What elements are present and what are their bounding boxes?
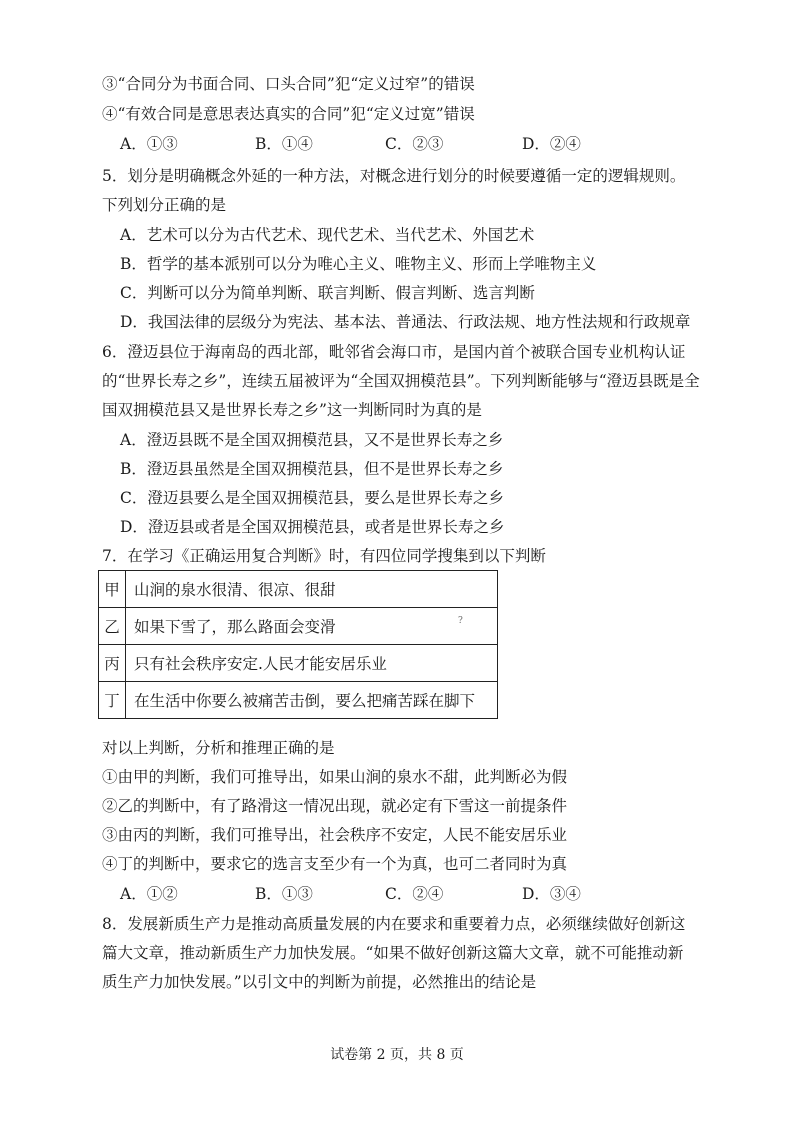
option-b: B．①④ <box>255 135 313 153</box>
question6-stem-line-2: 的“世界长寿之乡”，连续五届被评为“全国双拥模范县”。下列判断能够与“澄迈县既是全 <box>102 372 700 390</box>
table-row <box>99 608 498 645</box>
row-text: 只有社会秩序安定.人民才能安居乐业 <box>126 645 498 682</box>
question5-option-c: C．判断可以分为简单判断、联言判断、假言判断、选言判断 <box>120 284 535 302</box>
question5-stem-line-2: 下列划分正确的是 <box>102 196 227 214</box>
page-footer: 试卷第 2 页，共 8 页 <box>330 1047 464 1063</box>
question6-option-a: A．澄迈县既不是全国双拥模范县，又不是世界长寿之乡 <box>120 431 504 449</box>
option-d: D．③④ <box>522 885 581 903</box>
question7-lead: 对以上判断，分析和推理正确的是 <box>102 739 335 757</box>
question6-option-b: B．澄迈县虽然是全国双拥模范县，但不是世界长寿之乡 <box>120 460 504 478</box>
row-text: 在生活中你要么被痛苦击倒，要么把痛苦踩在脚下 <box>126 682 498 719</box>
row-text: 如果下雪了，那么路面会变滑 <box>126 608 498 645</box>
question5-option-b: B．哲学的基本派别可以分为唯心主义、唯物主义、形而上学唯物主义 <box>120 255 597 273</box>
question8-stem-line-3: 质生产力加快发展。”以引文中的判断为前提，必然推出的结论是 <box>102 973 537 991</box>
question7-stem: 7．在学习《正确运用复合判断》时，有四位同学搜集到以下判断 <box>102 547 546 565</box>
option-c: C．②④ <box>385 885 444 903</box>
judgement-table <box>98 570 498 719</box>
table-row <box>99 645 498 682</box>
question7-item-2: ②乙的判断中，有了路滑这一情况出现，就必定有下雪这一前提条件 <box>102 797 568 815</box>
question4-item-4: ④“有效合同是意思表达真实的合同”犯“定义过宽”错误 <box>102 105 475 123</box>
scan-speck: ? <box>458 616 463 626</box>
option-a: A．①③ <box>120 135 178 153</box>
question7-item-4: ④丁的判断中，要求它的选言支至少有一个为真，也可二者同时为真 <box>102 855 568 873</box>
question5-option-d: D．我国法律的层级分为宪法、基本法、普通法、行政法规、地方性法规和行政规章 <box>120 313 691 331</box>
option-c: C．②③ <box>385 135 444 153</box>
row-text: 山涧的泉水很清、很凉、很甜 <box>126 571 498 608</box>
question5-stem-line-1: 5．划分是明确概念外延的一种方法，对概念进行划分的时候要遵循一定的逻辑规则。 <box>102 167 686 185</box>
table-row <box>99 571 498 608</box>
row-tag: 甲 <box>99 571 126 608</box>
question6-option-d: D．澄迈县或者是全国双拥模范县，或者是世界长寿之乡 <box>120 518 505 536</box>
question7-item-3: ③由丙的判断，我们可推导出，社会秩序不安定，人民不能安居乐业 <box>102 826 568 844</box>
question6-option-c: C．澄迈县要么是全国双拥模范县，要么是世界长寿之乡 <box>120 489 504 507</box>
option-a: A．①② <box>120 885 178 903</box>
question5-option-a: A．艺术可以分为古代艺术、现代艺术、当代艺术、外国艺术 <box>120 226 535 244</box>
question6-stem-line-3: 国双拥模范县又是世界长寿之乡”这一判断同时为真的是 <box>102 401 482 419</box>
row-tag: 丙 <box>99 645 126 682</box>
question7-item-1: ①由甲的判断，我们可推导出，如果山涧的泉水不甜，此判断必为假 <box>102 768 568 786</box>
question8-stem-line-1: 8．发展新质生产力是推动高质量发展的内在要求和重要着力点，必须继续做好创新这 <box>102 915 686 933</box>
row-tag: 乙 <box>99 608 126 645</box>
question4-item-3: ③“合同分为书面合同、口头合同”犯“定义过窄”的错误 <box>102 75 475 93</box>
row-tag: 丁 <box>99 682 126 719</box>
question8-stem-line-2: 篇大文章，推动新质生产力加快发展。“如果不做好创新这篇大文章，就不可能推动新 <box>102 944 684 962</box>
table-row <box>99 682 498 719</box>
question6-stem-line-1: 6．澄迈县位于海南岛的西北部，毗邻省会海口市，是国内首个被联合国专业机构认证 <box>102 343 686 361</box>
option-d: D．②④ <box>522 135 581 153</box>
option-b: B．①③ <box>255 885 313 903</box>
